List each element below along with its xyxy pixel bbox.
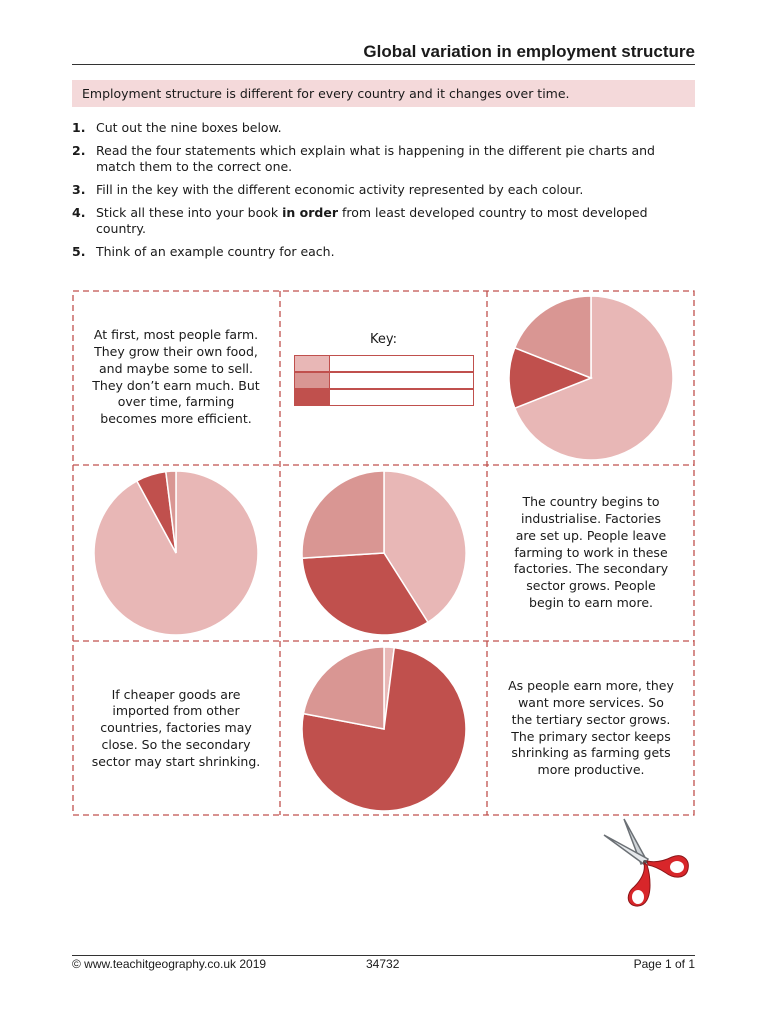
statement-text: At first, most people farm. They grow their own food, and maybe some to sell. They don’t earn much. But over time, farming becomes more efficient. — [92, 327, 260, 427]
instruction-number: 1. — [72, 120, 86, 135]
instruction-number: 4. — [72, 205, 86, 220]
pie-card-4[interactable] — [280, 641, 487, 816]
instruction-number: 3. — [72, 182, 86, 197]
pie-chart-4 — [299, 644, 469, 814]
instruction-text: Read the four statements which explain what is happening in the different pie charts and match them to the correct one. — [96, 143, 655, 174]
key-row-1[interactable] — [294, 355, 474, 372]
pie-card-3[interactable] — [280, 465, 487, 641]
pie-chart-2 — [91, 468, 261, 638]
statement-text: As people earn more, they want more services. So the tertiary sector grows. The primary sector keeps shrinking as farming gets more productive. — [508, 678, 674, 778]
footer-divider — [72, 955, 695, 956]
key-row-3[interactable] — [294, 389, 474, 406]
pie-slice-medium — [302, 471, 384, 558]
pie-card-2[interactable] — [72, 465, 280, 641]
statement-card-farming[interactable] — [72, 290, 280, 465]
instruction-text: Fill in the key with the different economic activity represented by each colour. — [96, 182, 584, 197]
instruction-item — [72, 205, 672, 237]
instruction-item — [72, 120, 672, 136]
instruction-item — [72, 244, 672, 260]
page-title: Global variation in employment structure — [363, 42, 695, 61]
footer-code: 34732 — [366, 957, 400, 971]
pie-chart-3 — [299, 468, 469, 638]
instruction-text: Cut out the nine boxes below. — [96, 120, 282, 135]
statement-card-industrialise[interactable] — [487, 465, 695, 641]
key-swatch-medium — [295, 373, 330, 388]
instruction-text-end: from least developed country to most developed country. — [96, 205, 648, 236]
key-card[interactable] — [280, 290, 487, 465]
instruction-number: 5. — [72, 244, 86, 259]
instruction-text: Stick all these into your book — [96, 205, 283, 220]
instructions-list — [72, 120, 672, 267]
pie-slice-medium — [303, 647, 384, 729]
key-swatch-dark — [295, 390, 330, 405]
scissors-icon — [600, 815, 692, 910]
key-title: Key: — [370, 332, 398, 347]
statement-card-imports[interactable] — [72, 641, 280, 816]
instruction-text: Think of an example country for each. — [96, 244, 335, 259]
statement-card-services[interactable] — [487, 641, 695, 816]
statement-text: The country begins to industrialise. Factories are set up. People leave farming to work in these factories. The secondary sector grows. People begin to earn more. — [513, 494, 669, 610]
intro-banner: Employment structure is different for every country and it changes over time. — [72, 80, 695, 107]
pie-card-1[interactable] — [487, 290, 695, 465]
pie-chart-1 — [506, 293, 676, 463]
instruction-item — [72, 143, 672, 175]
cut-out-grid — [72, 290, 695, 816]
instruction-number: 2. — [72, 143, 86, 158]
key-row-2[interactable] — [294, 372, 474, 389]
key-swatch-light — [295, 356, 330, 371]
instruction-emphasis: in order — [282, 205, 338, 220]
instruction-item — [72, 182, 672, 198]
footer-page: Page 1 of 1 — [633, 957, 695, 971]
footer-copyright: © www.teachitgeography.co.uk 2019 — [72, 957, 267, 971]
statement-text: If cheaper goods are imported from other countries, factories may close. So the secondary sector may start shrinking. — [91, 686, 261, 769]
title-divider — [72, 64, 695, 65]
